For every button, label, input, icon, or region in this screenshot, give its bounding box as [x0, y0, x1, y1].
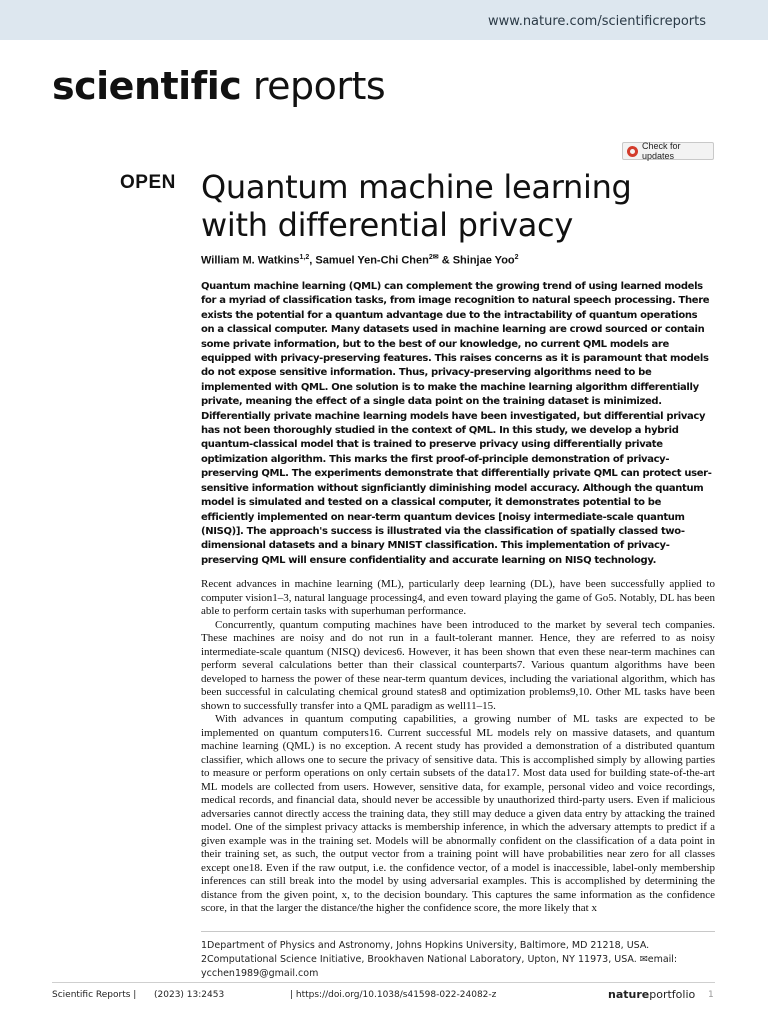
brand-light: reports — [241, 64, 386, 108]
page-footer — [0, 985, 768, 1005]
check-updates-label: Check for updates — [642, 141, 681, 161]
footer-divider — [52, 982, 715, 983]
footer-journal: Scientific Reports | — [52, 990, 137, 1000]
author-affiliation-sup: 1,2 — [299, 254, 310, 261]
author-affiliation-sup: 2 — [514, 254, 519, 261]
article-title: Quantum machine learning with differential privacy — [201, 168, 632, 244]
publisher-light: portfolio — [649, 988, 696, 1001]
body-paragraph: Recent advances in machine learning (ML), particularly deep learning (DL), have been successfully applied to computer vision1–3, natural language processing4, and even toward playing the game of Go5. Notably, DL has been able to perform certain tasks with superhuman performance. — [201, 578, 715, 617]
article-body — [201, 578, 715, 916]
author-affiliation-sup: 2✉ — [428, 254, 439, 261]
author-name[interactable]: Shinjae Yoo — [452, 254, 515, 267]
affiliations: 1Department of Physics and Astronomy, Johns Hopkins University, Baltimore, MD 21218, USA. 2Computational Science Initiative, Brookhaven National Laboratory, Upton, NY 11973, USA. ✉email: ycchen1989@gmail.com — [201, 940, 678, 979]
top-banner — [0, 0, 768, 40]
crossmark-icon — [627, 146, 638, 157]
author-list — [201, 253, 519, 267]
footnote-divider — [201, 931, 715, 932]
publisher-logo — [608, 988, 695, 1001]
publisher-bold: nature — [608, 988, 650, 1001]
check-for-updates-button[interactable] — [622, 142, 714, 160]
author-separator: & — [438, 254, 453, 267]
footer-doi-link[interactable]: | https://doi.org/10.1038/s41598-022-24082-z — [290, 990, 497, 1000]
open-access-label: OPEN — [120, 172, 176, 193]
author-separator: , — [309, 254, 316, 267]
journal-url-link[interactable]: www.nature.com/scientificreports — [487, 14, 706, 29]
author-name[interactable]: Samuel Yen-Chi Chen — [315, 254, 429, 267]
page-number: 1 — [708, 990, 714, 1000]
body-paragraph: Concurrently, quantum computing machines have been introduced to the market by several tech companies. These machines are noisy and do not run in a fault-tolerant manner. Hence, they are referred to as noisy intermediate-scale quantum (NISQ) devices6. However, it has been shown that even these near-term machines can perform several calculations better than their classical counterparts7. Various quantum algorithms have been developed to harness the power of these near-term quantum devices, including the variational algorithm, which has been successful in calculating chemical ground states8 and optimization problems9,10. Other ML tasks have been shown to successfully transfer into a QML paradigm as well11–15. — [201, 618, 715, 712]
footer-volume: (2023) 13:2453 — [154, 990, 225, 1000]
journal-brand[interactable] — [52, 64, 385, 108]
abstract: Quantum machine learning (QML) can complement the growing trend of using learned models for a myriad of classification tasks, from image recognition to natural speech processing. There exists the potential for a quantum advantage due to the intractability of quantum operations on a classical computer. Many datasets used in machine learning are crowd sourced or contain some private information, but to the best of our knowledge, no current QML models are equipped with privacy-preserving features. This raises concerns as it is paramount that models do not expose sensitive information. Thus, privacy-preserving algorithms need to be implemented with QML. One solution is to make the machine learning algorithm differentially private, meaning the effect of a single data point on the training dataset is minimized. Differentially private machine learning models have been investigated, but differential privacy has not been thoroughly studied in the context of QML. In this study, we develop a hybrid quantum-classical model that is trained to preserve privacy using differentially private optimization algorithm. This marks the first proof-of-principle demonstration of privacy-preserving QML. The experiments demonstrate that differentially private QML can protect user-sensitive information without signficiantly diminishing model accuracy. Although the quantum model is simulated and tested on a classical computer, it demonstrates potential to be efficiently implemented on near-term quantum devices [noisy intermediate-scale quantum (NISQ)]. The approach's success is illustrated via the classification of spatially classed two-dimensional datasets and a binary MNIST classification. This implementation of privacy-preserving QML will ensure confidentiality and accurate learning on NISQ technology. — [201, 281, 712, 566]
body-paragraph: With advances in quantum computing capabilities, a growing number of ML tasks are expected to be implemented on quantum computers16. Current successful ML models rely on massive datasets, and quantum machine learning (QML) is no exception. A recent study has provided a demonstration of a distributed quantum classifier, which allows one to secure the privacy of sensitive data. This is accomplished simply by allowing parties to measure or perform operations on only certain subsets of the data17. Most data used for building state-of-the-art ML models are collected from users. However, sensitive data, for example, personal video and voice recordings, medical records, and financial data, should never be accessible by unauthorized third-party users. Even if malicious adversaries cannot directly access the training data, they still may deduce a given data entry by attacking the trained model. One of the simplest privacy attacks is membership inference, in which the adversary attempts to predict if a given example was in the training set. Models will be abnormally confident on the classification of a data point in their training set, as such, the output vector from a training point will have probabilities near zero for all classes except one18. Even if the raw output, i.e. the confidence vector, of a model is inaccessible, label-only membership inferences can still break into the model by using adversarial examples. This is accomplished by determining the distance from the given point, x, to the decision boundary. This captures the same information as the confidence score, in that the larger the distance/the higher the confidence score, the more likely that x — [201, 713, 715, 914]
author-name[interactable]: William M. Watkins — [201, 254, 300, 267]
brand-bold: scientific — [52, 64, 242, 108]
